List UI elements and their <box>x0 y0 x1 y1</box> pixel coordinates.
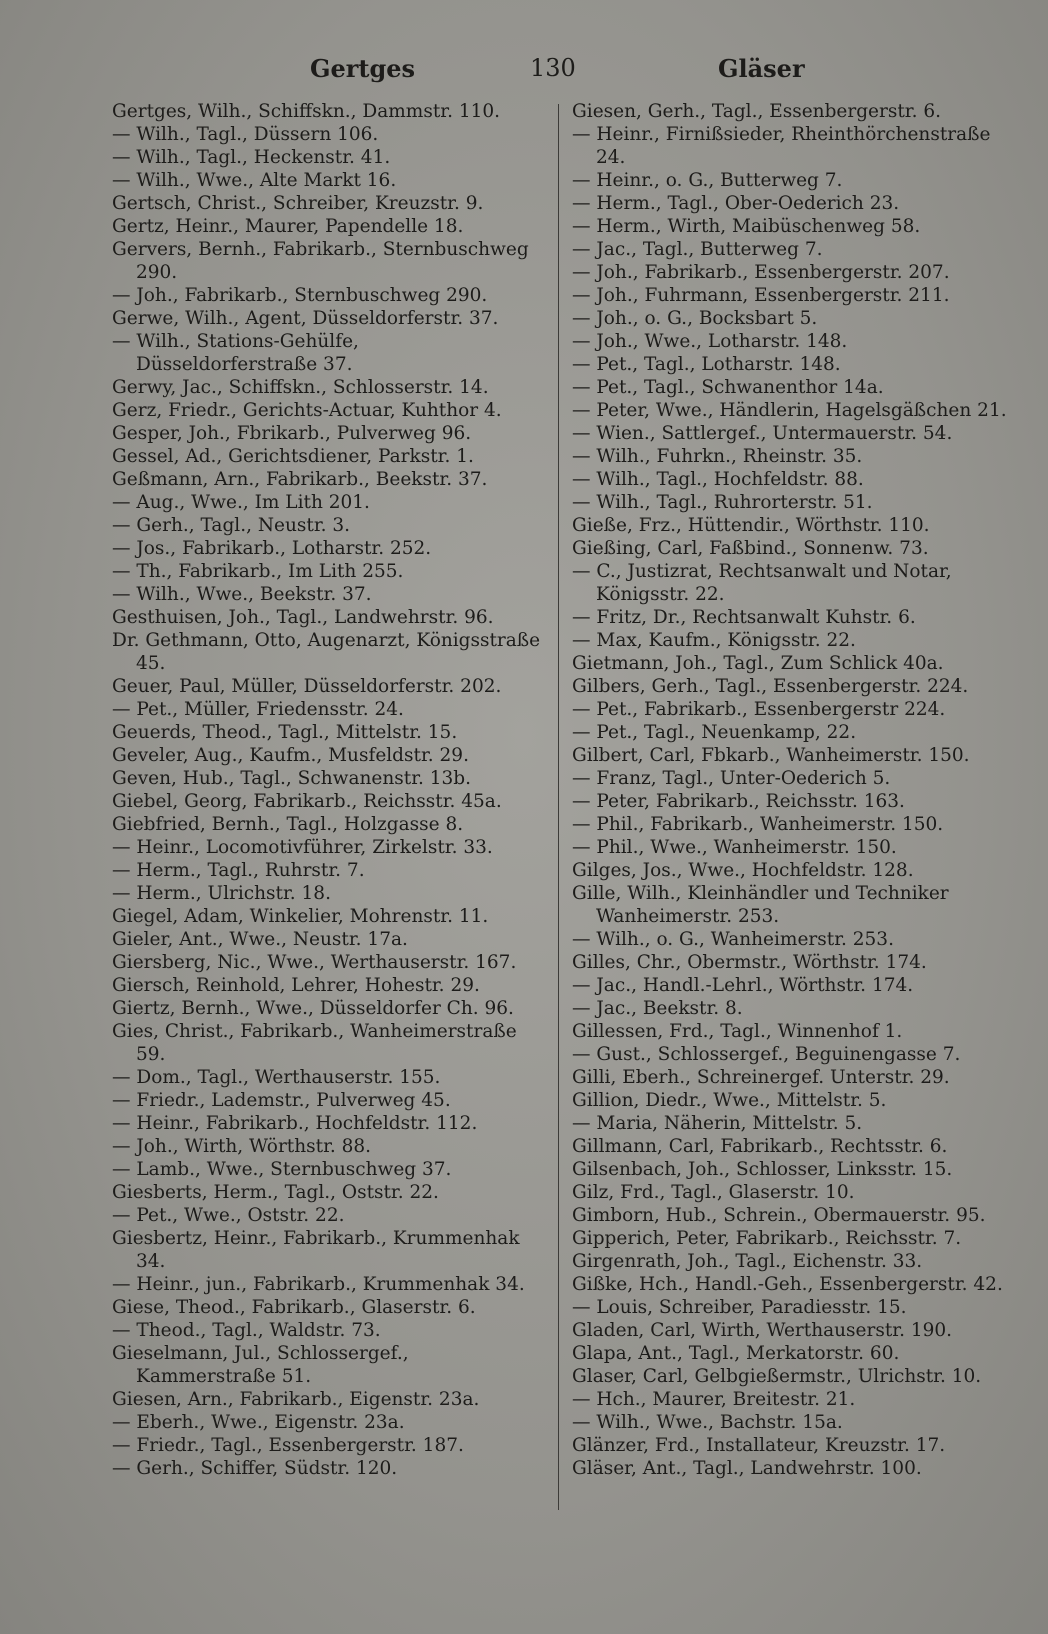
directory-entry: — Gerh., Schiffer, Südstr. 120. <box>112 1458 398 1479</box>
directory-entry: — Wilh., Wwe., Beekstr. 37. <box>112 584 372 605</box>
directory-entry: Geßmann, Arn., Fabrikarb., Beekstr. 37. <box>112 469 488 490</box>
directory-entry: — Louis, Schreiber, Paradiesstr. 15. <box>572 1297 907 1318</box>
directory-entry: — Wilh., Tagl., Ruhrorterstr. 51. <box>572 492 873 513</box>
directory-entry: Gertges, Wilh., Schiffskn., Dammstr. 110. <box>112 101 501 122</box>
directory-entry: Giertz, Bernh., Wwe., Düsseldorfer Ch. 96. <box>112 998 514 1019</box>
directory-entry: — Heinr., Firnißsieder, Rheinthörchenstraße 24. <box>572 124 991 168</box>
directory-entry: — Herm., Tagl., Ober-Oederich 23. <box>572 193 900 214</box>
directory-entry: Giesberts, Herm., Tagl., Oststr. 22. <box>112 1182 439 1203</box>
directory-entry: — Phil., Wwe., Wanheimerstr. 150. <box>572 837 897 858</box>
directory-entry: — Theod., Tagl., Waldstr. 73. <box>112 1320 381 1341</box>
directory-entry: Geven, Hub., Tagl., Schwanenstr. 13b. <box>112 768 472 789</box>
left-column <box>112 100 542 1480</box>
directory-entry: Gertsch, Christ., Schreiber, Kreuzstr. 9. <box>112 193 484 214</box>
directory-entry: Gillessen, Frd., Tagl., Winnenhof 1. <box>572 1021 903 1042</box>
directory-entry: — Wilh., Stations-Gehülfe, Düsseldorferstraße 37. <box>112 331 359 375</box>
directory-entry: — Joh., Fabrikarb., Sternbuschweg 290. <box>112 285 488 306</box>
directory-entry: — Peter, Fabrikarb., Reichsstr. 163. <box>572 791 905 812</box>
directory-entry: Geuer, Paul, Müller, Düsseldorferstr. 202. <box>112 676 502 697</box>
directory-entry: Dr. Gethmann, Otto, Augenarzt, Königsstraße 45. <box>112 630 541 674</box>
directory-entry: — Heinr., Locomotivführer, Zirkelstr. 33. <box>112 837 493 858</box>
directory-entry: Gißke, Hch., Handl.-Geh., Essenbergerstr. 42. <box>572 1274 1003 1295</box>
directory-entry: — Jac., Handl.-Lehrl., Wörthstr. 174. <box>572 975 914 996</box>
directory-entry: Gervers, Bernh., Fabrikarb., Sternbuschweg 290. <box>112 239 529 283</box>
directory-entry: Gilges, Jos., Wwe., Hochfeldstr. 128. <box>572 860 914 881</box>
directory-entry: Gies, Christ., Fabrikarb., Wanheimerstraße 59. <box>112 1021 517 1065</box>
directory-entry: — Maria, Näherin, Mittelstr. 5. <box>572 1113 863 1134</box>
directory-entry: — Friedr., Lademstr., Pulverweg 45. <box>112 1090 451 1111</box>
directory-entry: Gilbers, Gerh., Tagl., Essenbergerstr. 224. <box>572 676 969 697</box>
directory-entry: — Friedr., Tagl., Essenbergerstr. 187. <box>112 1435 464 1456</box>
right-column <box>572 100 1012 1480</box>
directory-entry: Glaser, Carl, Gelbgießermstr., Ulrichstr. 10. <box>572 1366 982 1387</box>
directory-entry: — Phil., Fabrikarb., Wanheimerstr. 150. <box>572 814 944 835</box>
header-left-keyword: Gertges <box>310 54 416 83</box>
directory-entry: Glänzer, Frd., Installateur, Kreuzstr. 17. <box>572 1435 946 1456</box>
directory-entry: Gimborn, Hub., Schrein., Obermauerstr. 95. <box>572 1205 986 1226</box>
directory-entry: Geveler, Aug., Kaufm., Musfeldstr. 29. <box>112 745 469 766</box>
directory-entry: — Joh., o. G., Bocksbart 5. <box>572 308 818 329</box>
directory-entry: Giegel, Adam, Winkelier, Mohrenstr. 11. <box>112 906 489 927</box>
directory-entry: — Wien., Sattlergef., Untermauerstr. 54. <box>572 423 953 444</box>
directory-entry: — Jos., Fabrikarb., Lotharstr. 252. <box>112 538 432 559</box>
directory-entry: Giesen, Arn., Fabrikarb., Eigenstr. 23a. <box>112 1389 480 1410</box>
directory-entry: — Joh., Wwe., Lotharstr. 148. <box>572 331 848 352</box>
directory-entry: — Wilh., Tagl., Heckenstr. 41. <box>112 147 391 168</box>
directory-entry: — Wilh., Wwe., Bachstr. 15a. <box>572 1412 843 1433</box>
directory-entry: — Pet., Tagl., Lotharstr. 148. <box>572 354 841 375</box>
directory-entry: Gieselmann, Jul., Schlossergef., Kammerstraße 51. <box>112 1343 409 1387</box>
directory-entry: Glapa, Ant., Tagl., Merkatorstr. 60. <box>572 1343 900 1364</box>
directory-entry: Gilsenbach, Joh., Schlosser, Linksstr. 15. <box>572 1159 953 1180</box>
directory-entry: Gillion, Diedr., Wwe., Mittelstr. 5. <box>572 1090 887 1111</box>
directory-entry: Gieße, Frz., Hüttendir., Wörthstr. 110. <box>572 515 930 536</box>
directory-entry: — Dom., Tagl., Werthauserstr. 155. <box>112 1067 441 1088</box>
directory-entry: — Hch., Maurer, Breitestr. 21. <box>572 1389 856 1410</box>
header-right-keyword: Gläser <box>718 54 805 83</box>
directory-entry: — Jac., Beekstr. 8. <box>572 998 743 1019</box>
directory-entry: Gesper, Joh., Fbrikarb., Pulverweg 96. <box>112 423 472 444</box>
directory-entry: — Heinr., Fabrikarb., Hochfeldstr. 112. <box>112 1113 478 1134</box>
column-divider <box>558 104 559 1510</box>
directory-entry: Geuerds, Theod., Tagl., Mittelstr. 15. <box>112 722 458 743</box>
directory-entry: — Wilh., Tagl., Düssern 106. <box>112 124 379 145</box>
directory-entry: — Eberh., Wwe., Eigenstr. 23a. <box>112 1412 405 1433</box>
directory-entry: — Wilh., Wwe., Alte Markt 16. <box>112 170 397 191</box>
directory-entry: — Jac., Tagl., Butterweg 7. <box>572 239 823 260</box>
directory-entry: — Max, Kaufm., Königsstr. 22. <box>572 630 856 651</box>
directory-entry: — Gerh., Tagl., Neustr. 3. <box>112 515 351 536</box>
directory-entry: — Gust., Schlossergef., Beguinengasse 7. <box>572 1044 961 1065</box>
directory-entry: Girgenrath, Joh., Tagl., Eichenstr. 33. <box>572 1251 923 1272</box>
directory-entry: — Fritz, Dr., Rechtsanwalt Kuhstr. 6. <box>572 607 916 628</box>
directory-entry: Gilz, Frd., Tagl., Glaserstr. 10. <box>572 1182 855 1203</box>
directory-entry: Gille, Wilh., Kleinhändler und Techniker Wanheimerstr. 253. <box>572 883 949 927</box>
directory-entry: Giersberg, Nic., Wwe., Werthauserstr. 167. <box>112 952 517 973</box>
directory-entry: Gillmann, Carl, Fabrikarb., Rechtsstr. 6. <box>572 1136 948 1157</box>
directory-entry: — Herm., Tagl., Ruhrstr. 7. <box>112 860 365 881</box>
directory-entry: — Lamb., Wwe., Sternbuschweg 37. <box>112 1159 452 1180</box>
directory-entry: Gietmann, Joh., Tagl., Zum Schlick 40a. <box>572 653 944 674</box>
directory-entry: — Th., Fabrikarb., Im Lith 255. <box>112 561 404 582</box>
directory-entry: Gertz, Heinr., Maurer, Papendelle 18. <box>112 216 464 237</box>
directory-entry: Gerwe, Wilh., Agent, Düsseldorferstr. 37. <box>112 308 499 329</box>
running-header <box>0 50 1048 90</box>
directory-entry: Gieler, Ant., Wwe., Neustr. 17a. <box>112 929 408 950</box>
directory-entry: Giebfried, Bernh., Tagl., Holzgasse 8. <box>112 814 464 835</box>
directory-entry: — C., Justizrat, Rechtsanwalt und Notar, Königsstr. 22. <box>572 561 952 605</box>
directory-entry: Gerz, Friedr., Gerichts-Actuar, Kuhthor 4. <box>112 400 502 421</box>
directory-entry: — Aug., Wwe., Im Lith 201. <box>112 492 370 513</box>
directory-entry: Giese, Theod., Fabrikarb., Glaserstr. 6. <box>112 1297 476 1318</box>
directory-entry: — Joh., Fuhrmann, Essenbergerstr. 211. <box>572 285 950 306</box>
directory-entry: — Joh., Fabrikarb., Essenbergerstr. 207. <box>572 262 950 283</box>
directory-entry: Gilli, Eberh., Schreinergef. Unterstr. 29. <box>572 1067 950 1088</box>
directory-entry: Gläser, Ant., Tagl., Landwehrstr. 100. <box>572 1458 922 1479</box>
page-number: 130 <box>530 54 576 82</box>
directory-entry: Gilbert, Carl, Fbkarb., Wanheimerstr. 150. <box>572 745 970 766</box>
directory-entry: — Heinr., jun., Fabrikarb., Krummenhak 34. <box>112 1274 525 1295</box>
directory-entry: — Wilh., Fuhrkn., Rheinstr. 35. <box>572 446 863 467</box>
directory-entry: — Pet., Wwe., Oststr. 22. <box>112 1205 345 1226</box>
directory-entry: Giesen, Gerh., Tagl., Essenbergerstr. 6. <box>572 101 941 122</box>
directory-entry: — Pet., Müller, Friedensstr. 24. <box>112 699 404 720</box>
directory-entry: — Wilh., o. G., Wanheimerstr. 253. <box>572 929 894 950</box>
directory-entry: — Peter, Wwe., Händlerin, Hagelsgäßchen 21. <box>572 400 1007 421</box>
directory-entry: Gesthuisen, Joh., Tagl., Landwehrstr. 96. <box>112 607 494 628</box>
directory-entry: — Herm., Wirth, Maibüschenweg 58. <box>572 216 921 237</box>
directory-entry: Gladen, Carl, Wirth, Werthauserstr. 190. <box>572 1320 953 1341</box>
directory-entry: Gerwy, Jac., Schiffskn., Schlosserstr. 14. <box>112 377 489 398</box>
directory-entry: — Herm., Ulrichstr. 18. <box>112 883 331 904</box>
directory-entry: — Joh., Wirth, Wörthstr. 88. <box>112 1136 372 1157</box>
directory-entry: — Pet., Tagl., Schwanenthor 14a. <box>572 377 884 398</box>
directory-entry: Giesbertz, Heinr., Fabrikarb., Krummenhak 34. <box>112 1228 520 1272</box>
directory-entry: Gießing, Carl, Faßbind., Sonnenw. 73. <box>572 538 929 559</box>
directory-entry: Gessel, Ad., Gerichtsdiener, Parkstr. 1. <box>112 446 474 467</box>
directory-entry: — Heinr., o. G., Butterweg 7. <box>572 170 843 191</box>
directory-entry: — Franz, Tagl., Unter-Oederich 5. <box>572 768 891 789</box>
directory-entry: — Wilh., Tagl., Hochfeldstr. 88. <box>572 469 864 490</box>
directory-entry: — Pet., Fabrikarb., Essenbergerstr 224. <box>572 699 946 720</box>
directory-entry: Gipperich, Peter, Fabrikarb., Reichsstr. 7. <box>572 1228 962 1249</box>
directory-entry: Giersch, Reinhold, Lehrer, Hohestr. 29. <box>112 975 480 996</box>
directory-entry: — Pet., Tagl., Neuenkamp, 22. <box>572 722 857 743</box>
directory-entry: Gilles, Chr., Obermstr., Wörthstr. 174. <box>572 952 927 973</box>
directory-entry: Giebel, Georg, Fabrikarb., Reichsstr. 45a. <box>112 791 502 812</box>
